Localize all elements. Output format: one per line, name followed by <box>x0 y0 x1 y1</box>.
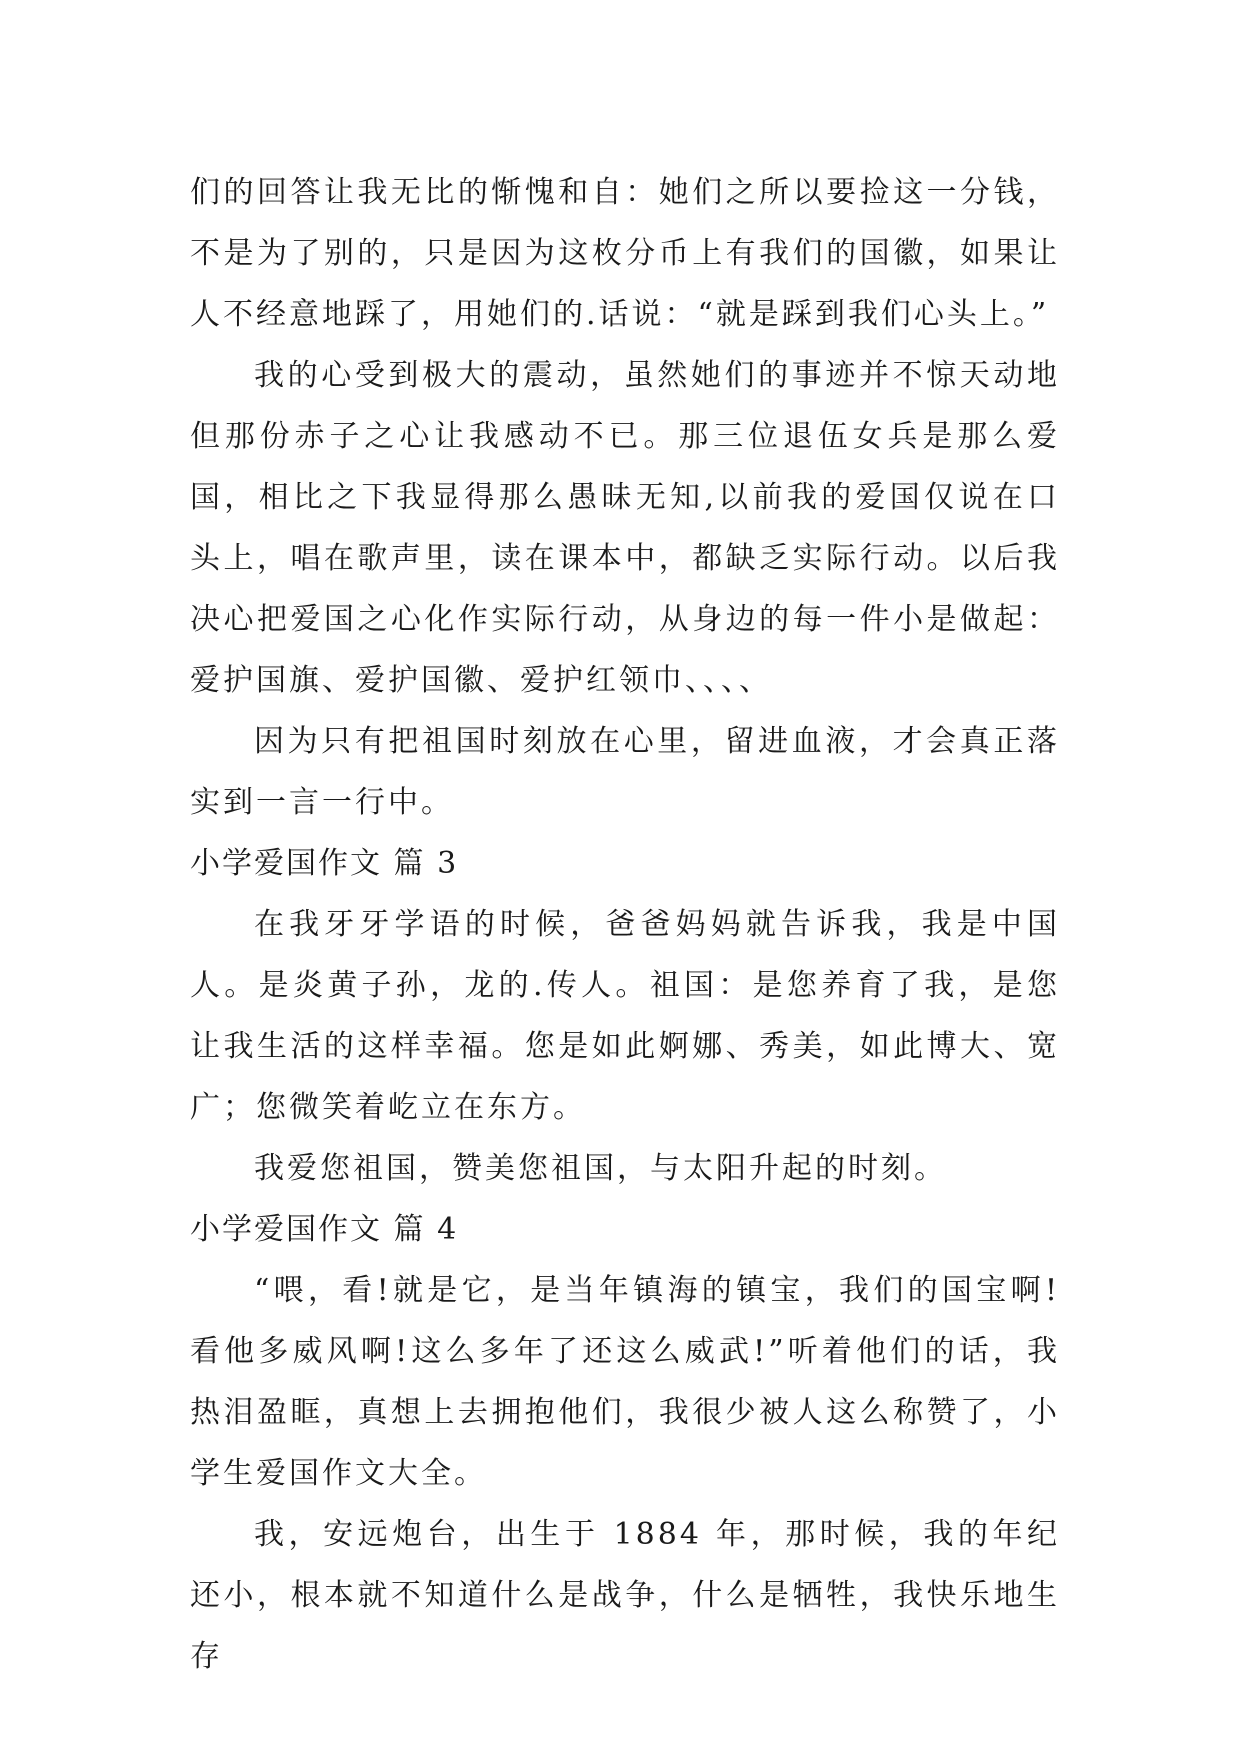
section-heading-3: 小学爱国作文 篇 3 <box>190 846 459 881</box>
paragraph-3: 因为只有把祖国时刻放在心里，留进血液，才会真正落实到一言一行中。 <box>190 724 1060 820</box>
paragraph-4: 在我牙牙学语的时候，爸爸妈妈就告诉我，我是中国人。是炎黄子孙，龙的.传人。祖国：是您养育了我，是您让我生活的这样幸福。您是如此婀娜、秀美，如此博大、宽广；您微笑着屹立在东方。 <box>190 907 1060 1125</box>
paragraph-1: 们的回答让我无比的惭愧和自：她们之所以要捡这一分钱，不是为了别的，只是因为这枚分币上有我们的国徽，如果让人不经意地踩了，用她们的.话说：“就是踩到我们心头上。” <box>190 175 1060 332</box>
section-heading-4: 小学爱国作文 篇 4 <box>190 1212 459 1247</box>
paragraph-6: “喂，看!就是它，是当年镇海的镇宝，我们的国宝啊!看他多威风啊!这么多年了还这么威武!”听着他们的话，我热泪盈眶，真想上去拥抱他们，我很少被人这么称赞了，小学生爱国作文大全。 <box>190 1273 1060 1491</box>
document-body <box>190 162 1060 1687</box>
paragraph-5: 我爱您祖国，赞美您祖国，与太阳升起的时刻。 <box>254 1151 947 1186</box>
paragraph-2: 我的心受到极大的震动，虽然她们的事迹并不惊天动地但那份赤子之心让我感动不已。那三位退伍女兵是那么爱国，相比之下我显得那么愚昧无知,以前我的爱国仅说在口头上，唱在歌声里，读在课本中，都缺乏实际行动。以后我决心把爱国之心化作实际行动，从身边的每一件小是做起：爱护国旗、爱护国徽、爱护红领巾、、、、 <box>190 358 1060 698</box>
paragraph-7: 我，安远炮台，出生于 1884 年，那时候，我的年纪还小，根本就不知道什么是战争，什么是牺牲，我快乐地生存 <box>190 1517 1060 1674</box>
